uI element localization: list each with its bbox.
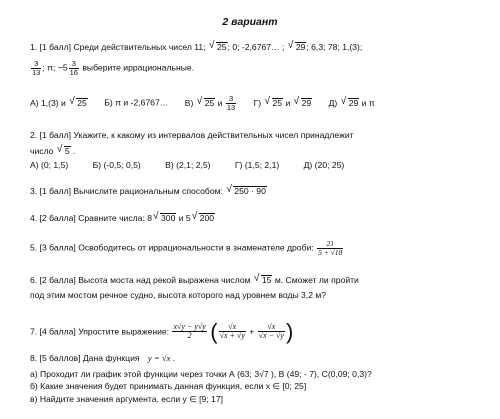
q6-line1: 6. [2 балла] Высота моста над рекой выражена числом √ 15 м. Сможет ли пройти (30, 275, 359, 286)
q4-head: 4. [2 балла] Сравните числа: 8 (30, 213, 153, 223)
q6-sqrt15: √ 15 (254, 275, 273, 286)
q2-option-a: А) (0; 1,5) (30, 160, 69, 170)
q1-line2 (30, 60, 194, 77)
q7-frac3: $\frac{√x}{√x - √y}$ (258, 321, 284, 341)
q1-options (30, 95, 375, 112)
q7-paren-right: ) (285, 319, 294, 344)
q2-head: 2. [1 балл] Укажите, к какому из интервалов действительных чисел принадлежит (30, 130, 354, 140)
q2-option-g: Г) (1,5; 2,1) (234, 160, 280, 170)
q8-c: в) Найдите значения аргумента, если y ∈ [9; 17] (30, 394, 223, 404)
q8-b: б) Какие значения будет принимать данная функция, если x ∈ [0; 25] (30, 381, 307, 391)
q7-paren-left: ( (210, 319, 218, 344)
q6-line2: под этим мостом речное судно, высота которого над уровнем воды 3,2 м? (30, 290, 327, 300)
q2-option-d: Д) (20; 25) (303, 160, 345, 170)
q1-option-b: Б) π и -2,6767… (104, 97, 169, 108)
q7-head: 7. [4 балла] Упростите выражение: (30, 326, 170, 337)
q8-function: y = √x (147, 353, 171, 363)
q1-pi: ; π; −5 (42, 62, 68, 73)
q1-option-a: А) 1,(3) и √ 25 (30, 98, 88, 108)
q1-option-d: Д) √ 29 и π (329, 98, 375, 108)
q4-sqrt200: √ 200 (192, 213, 215, 224)
q7-line: 7. [4 балла] Упростите выражение: $\frac{x√y - y√y}{2}$ ( $\frac{√x}{√x + √y}$ + $\frac{√x}{√x - √y}$ ) (30, 319, 294, 344)
q1-mid: ; 0; -2,6767… ; (227, 42, 285, 52)
q3-sqrt: √ 250 · 90 (226, 186, 267, 197)
q5-head: 5. [3 балла] Освободитесь от иррациональности в знаменателе дроби: (30, 242, 314, 253)
q2-option-b: Б) (-0,5; 0,5) (92, 160, 141, 170)
q1-frac-3-13: $\frac{3}{13}$ (32, 59, 41, 77)
q8-line: 8. [5 баллов] Дана функция y = √x . (30, 353, 176, 363)
q1-frac-3-16: $\frac{3}{16}$ (69, 59, 78, 77)
q2-sqrt5: √ 5 (57, 146, 71, 157)
q1-sqrt29: √ 29 (288, 42, 307, 53)
q1-option-g: Г) √ 25 и √ 29 (254, 98, 313, 108)
q1-line1 (30, 42, 362, 53)
q2-head2: число √ 5 . (30, 146, 75, 157)
q1-option-v: В) √ 25 и $\frac{3}{13}$ (185, 98, 237, 108)
q2-option-v: В) (2,1; 2,5) (165, 160, 211, 170)
q1-head: 1. [1 балл] Среди действительных чисел 11; (30, 42, 206, 52)
q8-a: а) Проходит ли график этой функции через точки А (63; 3√7 ), В (49; - 7), С(0,09; 0,3)? (30, 369, 372, 379)
q7-frac2: $\frac{√x}{√x + √y}$ (219, 321, 245, 341)
q1-tail: ; 6,3; 78; 1,(3); (306, 42, 363, 52)
q5-fraction: $\frac{21}{5 + √18}$ (318, 239, 343, 257)
q1-sqrt25: √ 25 (209, 42, 228, 53)
q5-line (30, 240, 344, 257)
q1-instruction: выберите иррациональные. (79, 62, 195, 73)
q3-line (30, 186, 267, 197)
variant-title: 2 вариант (222, 16, 278, 28)
q4-line: 4. [2 балла] Сравните числа: 8√ 300 и 5√ 200 (30, 213, 215, 224)
q2-options (30, 160, 344, 171)
q8-head: 8. [5 баллов] Дана функция (30, 353, 140, 363)
q4-sqrt300: √ 300 (153, 213, 176, 224)
q3-head: 3. [1 балл] Вычислите рациональным способом: (30, 186, 223, 196)
q7-frac1: $\frac{x√y - y√y}{2}$ (173, 321, 206, 341)
